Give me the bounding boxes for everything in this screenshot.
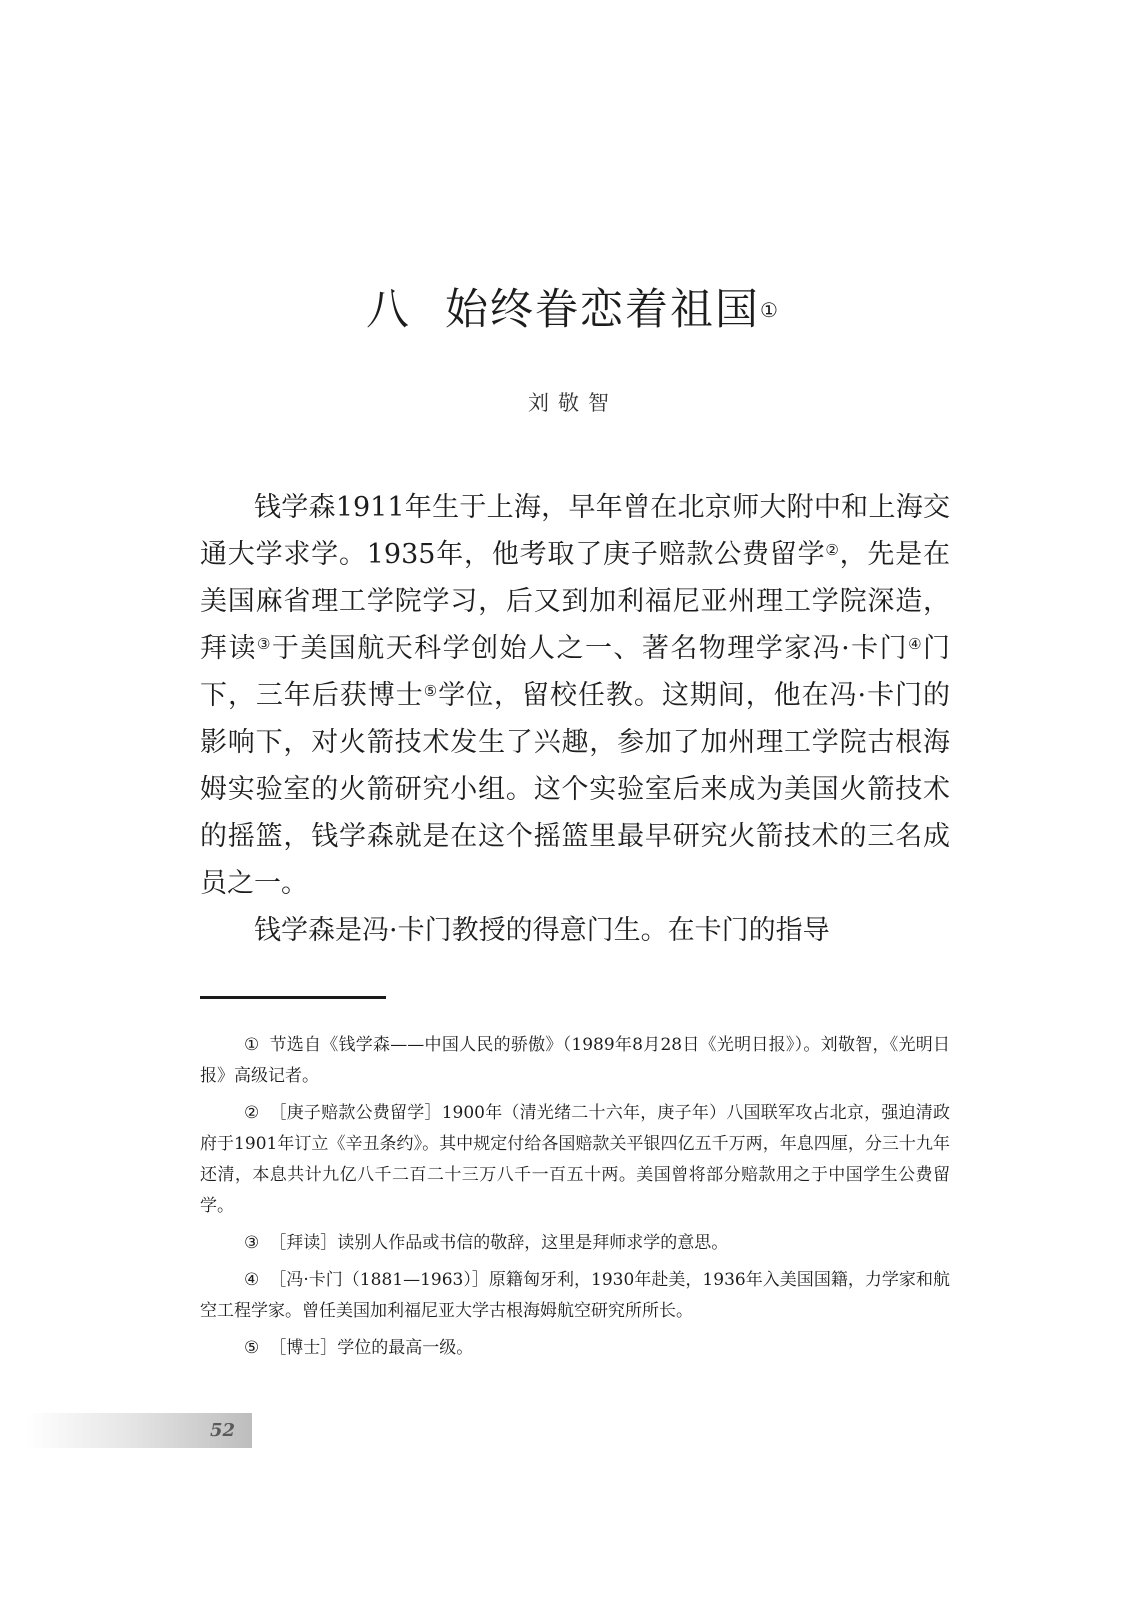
footnotes [200, 1030, 950, 1370]
footnote-ref[interactable]: ③ [256, 635, 272, 653]
footnote-ref[interactable]: ⑤ [423, 682, 439, 700]
chapter-title [0, 280, 1146, 340]
footnote-item [200, 1098, 950, 1222]
footnote-text: ［庚子赔款公费留学］1900年（清光绪二十六年，庚子年）八国联军攻占北京，强迫清政府于1901年订立《辛丑条约》。其中规定付给各国赔款关平银四亿五千万两，年息四厘，分三十九年还清，本息共计九亿八千二百二十三万八千一百五十两。美国曾将部分赔款用之于中国学生公费留学。 [200, 1103, 950, 1216]
footnote-divider [200, 996, 386, 999]
body-text-segment: ，先是在美国麻省理工学院学习，后又到加利福尼亚州理工学院深造，拜读 [200, 539, 951, 664]
footnote-item [200, 1030, 950, 1092]
body-text-segment: 学位，留校任教。这期间，他在冯·卡门的影响下，对火箭技术发生了兴趣，参加了加州理工学院古根海姆实验室的火箭研究小组。这个实验室后来成为美国火箭技术的摇篮，钱学森就是在这个摇篮里最早研究火箭技术的三名成员之一。 [200, 680, 951, 899]
body-paragraph-2: 钱学森是冯·卡门教授的得意门生。在卡门的指导 [254, 915, 830, 946]
footnote-mark: ⑤ [244, 1338, 260, 1358]
footnote-item [200, 1333, 950, 1364]
footnote-mark: ① [244, 1035, 260, 1055]
footnote-text: 节选自《钱学森——中国人民的骄傲》（1989年8月28日《光明日报》）。刘敬智，《光明日报》高级记者。 [200, 1035, 950, 1086]
footnote-ref[interactable]: ② [825, 541, 840, 559]
footnote-ref-1[interactable]: ① [760, 298, 780, 322]
footnote-text: ［冯·卡门（1881—1963）］原籍匈牙利，1930年赴美，1936年入美国国籍，力学家和航空工程学家。曾任美国加利福尼亚大学古根海姆航空研究所所长。 [200, 1270, 950, 1321]
footnote-mark: ④ [244, 1270, 260, 1290]
body-text-segment: 门下，三年后获博士 [200, 633, 951, 711]
footnote-mark: ③ [244, 1233, 260, 1253]
footnote-text: ［拜读］读别人作品或书信的敬辞，这里是拜师求学的意思。 [269, 1233, 729, 1253]
body-paragraph-1 [200, 484, 950, 907]
body-text-segment: 钱学森1911年生于上海，早年曾在北京师大附中和上海交通大学求学。1935年，他考取了庚子赔款公费留学 [200, 492, 950, 570]
chapter-title-text: 始终眷恋着祖国 [445, 285, 761, 335]
footnote-mark: ② [244, 1103, 260, 1123]
footnote-text: ［博士］学位的最高一级。 [269, 1338, 474, 1358]
author-name: 刘敬智 [528, 391, 618, 415]
chapter-number: 八 [366, 285, 412, 335]
article-body [200, 484, 950, 954]
body-text-segment: 于美国航天科学创始人之一、著名物理学家冯·卡门 [271, 633, 909, 664]
footnote-item [200, 1265, 950, 1327]
footnote-item [200, 1228, 950, 1259]
page-number: 52 [210, 1420, 236, 1441]
footnote-ref[interactable]: ④ [908, 635, 924, 653]
